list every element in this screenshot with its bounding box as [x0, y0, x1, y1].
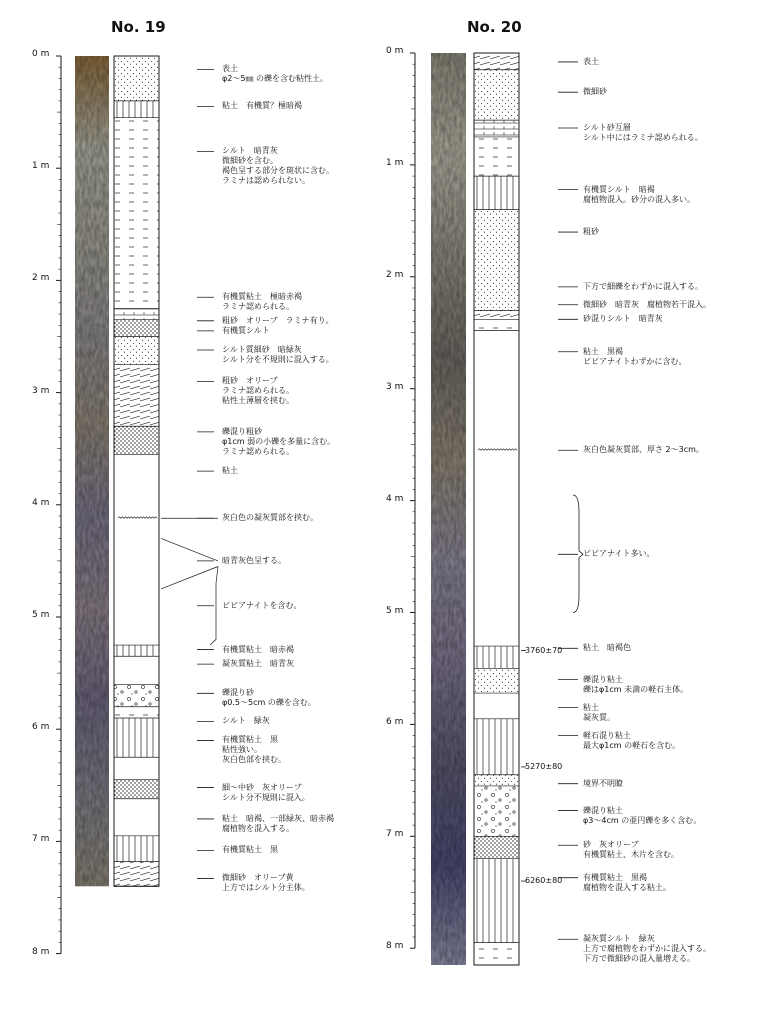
- no19-note-4: [222, 316, 334, 326]
- no20-note-4: [583, 227, 599, 237]
- no19-lithology-layer: [114, 56, 159, 101]
- no19-note-line: 粘土: [222, 466, 238, 476]
- no19-note-18: [222, 783, 310, 803]
- no20-note-line: 表土: [583, 56, 599, 66]
- no20-note-16: [583, 806, 701, 826]
- no20-note-line: ビビアナイト多い。: [583, 549, 655, 559]
- no19-note-line: ラミナは認められない。: [222, 176, 310, 186]
- no19-note-21: [222, 873, 310, 893]
- no20-lithology-layer: [474, 210, 519, 311]
- scale20-depth-label: 3 m: [386, 381, 404, 392]
- no19-note-line: 凝灰質粘土 暗青灰: [222, 659, 294, 669]
- no19-lithology-layer: [114, 118, 159, 309]
- scale19-depth-label: 0 m: [32, 49, 50, 59]
- no19-note-line: 有機質粘土 極暗赤褐: [222, 292, 302, 302]
- no20-note-line: 最大φ1cm の軽石を含む。: [583, 740, 681, 750]
- no20-note-line: 下方で微細砂の混入量増える。: [583, 954, 695, 964]
- no19-note-1: [222, 101, 302, 111]
- no20-note-0: [583, 57, 599, 67]
- no19-leader: [161, 567, 218, 589]
- no20-note-11: [583, 643, 631, 653]
- no19-note-16: [222, 716, 270, 726]
- no19-note-line: ラミナ認められる。: [222, 386, 294, 396]
- no19-note-17: [222, 735, 286, 765]
- no19-note-line: 腐植物を混入する。: [222, 823, 294, 833]
- scale19-depth-label: 8 m: [32, 946, 50, 957]
- scale20-depth-label: 7 m: [386, 829, 404, 840]
- no19-note-19: [222, 814, 334, 834]
- no20-note-line: 腐植物混入。砂分の混入多い。: [583, 194, 695, 204]
- no19-note-line: 礫混り砂: [222, 688, 254, 698]
- no19-note-13: [222, 645, 294, 655]
- no19-note-line: 灰白色の凝灰質部を挟む。: [222, 513, 318, 523]
- scale20-depth-label: 6 m: [386, 717, 404, 728]
- no19-note-line: 微細砂を含む。: [222, 156, 278, 166]
- no19-lithology-layer: [114, 337, 159, 365]
- no20-lithology-layer: [474, 120, 519, 137]
- no20-lithology-layer: [474, 646, 519, 668]
- no20-lithology-layer: [474, 310, 519, 319]
- no19-lithology-layer: [114, 308, 159, 319]
- no19-note-line: シルト分を不規則に混入する。: [222, 354, 334, 364]
- title-no19: No. 19: [111, 18, 166, 36]
- no20-note-line: 微細砂: [583, 87, 607, 97]
- no20-note-line: 境界不明瞭: [583, 778, 623, 788]
- scale19-depth-label: 1 m: [32, 161, 50, 172]
- no19-note-line: 暗青灰色呈する。: [222, 555, 286, 565]
- no20-note-line: 砂混りシルト 暗青灰: [583, 314, 663, 324]
- no20-note-line: シルト砂互層: [583, 122, 631, 132]
- no20-lithology-layer: [474, 176, 519, 210]
- no20-note-line: 灰白色凝灰質部、厚さ 2～3cm。: [583, 445, 704, 455]
- no19-lithology-layer: [114, 836, 159, 862]
- no19-note-line: ラミナ認められる。: [222, 446, 294, 456]
- no19-note-10: [222, 513, 318, 523]
- no20-lithology-layer: [474, 775, 519, 786]
- no19-note-line: φ0.5～5cm の礫を含む。: [222, 698, 316, 708]
- no20-lithology-layer: [474, 836, 519, 858]
- no19-note-line: シルト質細砂 暗緑灰: [222, 344, 302, 354]
- no19-note-8: [222, 427, 335, 457]
- no19-note-line: φ2～5㎜ の礫を含む粘性土。: [222, 74, 328, 84]
- no19-lithology-layer: [114, 718, 159, 757]
- no20-note-line: シルト中にはラミナ認められる。: [583, 132, 703, 142]
- no20-lithology-layer: [474, 53, 519, 70]
- no19-lithology-layer: [114, 320, 159, 337]
- no19-lithology-layer: [114, 645, 159, 656]
- no20-note-13: [583, 703, 615, 723]
- no19-lithology-layer: [114, 780, 159, 799]
- no20-date-label: 6260±80: [525, 876, 563, 886]
- no20-lithology-layer: [474, 719, 519, 775]
- no20-photo-grain: [431, 53, 466, 965]
- no19-lithology-layer: [114, 862, 159, 887]
- no19-note-2: [222, 146, 334, 186]
- no19-note-line: 有機質粘土 暗赤褐: [222, 644, 294, 654]
- no20-note-8: [583, 347, 686, 367]
- no19-lithology-layer: [114, 426, 159, 454]
- no19-note-line: 礫混り粗砂: [222, 426, 262, 436]
- scale20-depth-label: 5 m: [386, 605, 404, 616]
- no20-note-line: 粘土 暗褐色: [583, 643, 631, 653]
- no20-note-line: 下方で細礫をわずかに混入する。: [583, 281, 703, 291]
- no20-note-line: 有機質粘土、木片を含む。: [583, 850, 679, 860]
- no19-note-line: 粘土 暗褐、一部緑灰、暗赤褐: [222, 813, 334, 823]
- scale19-depth-label: 4 m: [32, 497, 50, 508]
- no19-note-line: シルト 暗青灰: [222, 146, 278, 156]
- no19-note-6: [222, 345, 334, 365]
- no19-note-11: [222, 556, 286, 566]
- no20-note-line: 粘土: [583, 702, 599, 712]
- no20-note-5: [583, 282, 703, 292]
- no19-note-line: 有機質シルト: [222, 325, 270, 335]
- no19-note-line: ビビアナイトを含む。: [222, 600, 302, 610]
- no20-note-1: [583, 87, 607, 97]
- no19-note-line: 細～中砂 灰オリーブ: [222, 782, 302, 792]
- no20-note-14: [583, 731, 680, 751]
- no20-note-line: 微細砂 暗青灰 腐植物若干混入。: [583, 299, 711, 309]
- scale19-depth-label: 7 m: [32, 834, 50, 845]
- no20-lithology-layer: [474, 137, 519, 176]
- no20-note-9: [583, 445, 704, 455]
- no20-note-line: 粗砂: [583, 227, 599, 237]
- no20-note-line: φ3～4cm の亜円礫を多く含む。: [583, 815, 702, 825]
- no20-note-line: 軽石混り粘土: [583, 730, 631, 740]
- no19-tuff-mark: [118, 517, 157, 519]
- no19-note-line: シルト分不規則に混入。: [222, 792, 310, 802]
- no19-note-line: 粘性土薄層を挟む。: [222, 396, 294, 406]
- scale19-depth-label: 5 m: [32, 610, 50, 620]
- scale19-depth-label: 2 m: [32, 273, 50, 284]
- no19-note-7: [222, 376, 294, 406]
- no19-leader: [161, 538, 218, 560]
- no20-note-line: 腐植物を混入する粘土。: [583, 882, 671, 892]
- no19-note-line: φ1cm 弱の小礫を多量に含む。: [222, 436, 336, 446]
- no20-note-line: 上方で腐植物をわずかに混入する。: [583, 944, 711, 954]
- no19-note-line: 表土: [222, 64, 238, 74]
- no20-date-label: 3760±70: [525, 645, 563, 655]
- no20-lithology-layer: [474, 786, 519, 836]
- no20-note-2: [583, 123, 703, 143]
- no20-note-line: 有機質粘土 黒褐: [583, 872, 647, 882]
- no19-lithology-layer: [114, 684, 159, 706]
- no19-note-line: ラミナ認められる。: [222, 302, 294, 312]
- no19-note-line: 粘土 有機質？極暗褐: [222, 101, 302, 111]
- no19-note-line: 微細砂 オリーブ黄: [222, 873, 294, 883]
- no19-note-line: 上方ではシルト分主体。: [222, 883, 310, 893]
- no20-lithology-layer: [474, 319, 519, 330]
- no20-note-12: [583, 675, 688, 695]
- no20-lithology-layer: [474, 943, 519, 965]
- no19-note-12: [222, 601, 301, 611]
- no20-note-19: [583, 934, 711, 964]
- no19-note-line: 粗砂 オリーブ: [222, 376, 278, 386]
- no20-note-line: 粘土 黒褐: [583, 346, 623, 356]
- no19-lithology-layer: [114, 365, 159, 427]
- no20-date-label: 5270±80: [525, 761, 563, 771]
- no19-note-14: [222, 659, 294, 669]
- no19-note-20: [222, 845, 278, 855]
- no20-note-line: ビビアナイトわずかに含む。: [583, 356, 687, 366]
- no20-lithology-layer: [474, 859, 519, 943]
- no20-note-line: 礫混り粘土: [583, 674, 623, 684]
- scale19-depth-label: 6 m: [32, 722, 50, 733]
- no19-photo-grain: [75, 56, 109, 886]
- scale20-depth-label: 1 m: [386, 157, 404, 168]
- no19-note-0: [222, 64, 328, 84]
- no20-note-18: [583, 873, 671, 893]
- no20-note-10: [583, 549, 654, 559]
- title-no20: No. 20: [467, 18, 522, 36]
- no19-note-15: [222, 688, 316, 708]
- no20-lithology-layer: [474, 668, 519, 693]
- scale20-depth-label: 4 m: [386, 493, 404, 504]
- no19-note-line: 有機質粘土 黒: [222, 845, 278, 855]
- no20-note-line: 凝灰質シルト 緑灰: [583, 934, 655, 944]
- no20-note-7: [583, 314, 663, 324]
- scale20-depth-label: 0 m: [386, 46, 404, 56]
- no20-note-6: [583, 300, 711, 310]
- no19-note-line: 灰白色部を挟む。: [222, 755, 286, 765]
- scale20-depth-label: 8 m: [386, 941, 404, 952]
- no20-tuff-mark: [478, 449, 517, 451]
- no19-note-5: [222, 326, 270, 336]
- no19-note-line: 粗砂 オリーブ ラミナ有り。: [222, 315, 334, 325]
- no19-lithology-layer: [114, 707, 159, 718]
- no20-lithology-layer: [474, 70, 519, 120]
- scale19-depth-label: 3 m: [32, 385, 50, 396]
- no20-note-3: [583, 185, 695, 205]
- no19-note-line: 粘性強い。: [222, 745, 262, 755]
- no19-note-line: 褐色呈する部分を斑状に含む。: [222, 166, 334, 176]
- no20-note-17: [583, 840, 679, 860]
- scale20-depth-label: 2 m: [386, 269, 404, 280]
- no20-note-line: 礫混り粘土: [583, 805, 623, 815]
- no19-note-3: [222, 292, 302, 312]
- no20-bracket: [573, 495, 583, 612]
- no19-note-9: [222, 466, 238, 476]
- no20-note-15: [583, 779, 623, 789]
- no20-note-line: 砂 灰オリーブ: [583, 840, 639, 850]
- no20-note-line: 有機質シルト 暗褐: [583, 184, 655, 194]
- no20-note-line: 凝灰質。: [583, 712, 615, 722]
- no20-note-line: 礫はφ1cm 未満の軽石主体。: [583, 684, 689, 694]
- no19-note-line: 有機質粘土 黒: [222, 735, 278, 745]
- no19-lithology-layer: [114, 101, 159, 118]
- no19-note-line: シルト 緑灰: [222, 716, 270, 726]
